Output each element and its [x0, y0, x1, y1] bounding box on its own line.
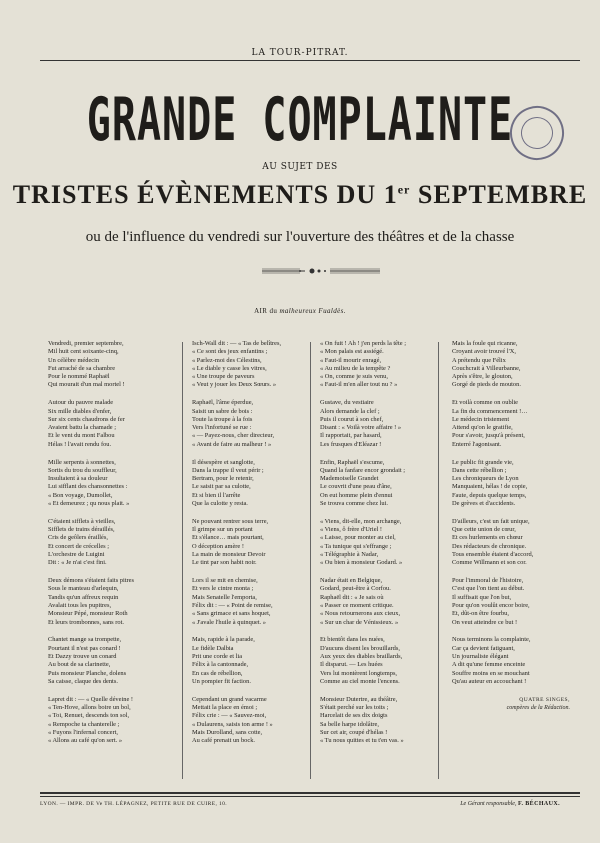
- stanza: [320, 518, 438, 568]
- stanza: [192, 696, 310, 746]
- verse-line: Et voilà comme on oublie: [452, 399, 519, 407]
- tune-line: [0, 307, 600, 315]
- headline-text: TRISTES ÉVÈNEMENTS DU 1: [12, 180, 398, 209]
- verse-line: L'orchestre de Luigini: [48, 551, 105, 559]
- verse-line: « Ten-Hove, allons boire un bol,: [48, 703, 131, 711]
- responsible-manager: [460, 801, 560, 807]
- verse-line: Et s'élance… mais pourtant,: [192, 534, 264, 542]
- signature-title: QUATRE SINGES,: [519, 696, 570, 703]
- verse-line: Autour du pauvre malade: [48, 399, 114, 407]
- verse-line: « Ta tunique qui s'effrange ;: [320, 542, 392, 550]
- verse-line: Tous ensemble étaient d'accord,: [452, 551, 534, 559]
- verse-line: Dans la trappe il veut périr ;: [192, 466, 264, 474]
- verse-line: Mademoiselle Grandet: [320, 475, 379, 483]
- verse-line: Vers l'infortuné se rue :: [192, 424, 252, 432]
- verse-line: O déception amère !: [192, 542, 244, 550]
- verse-line: Ne pouvant rentrer sous terre,: [192, 517, 269, 525]
- verse-line: A prétendu que Félix: [452, 356, 506, 364]
- stanza: [320, 696, 438, 746]
- signature-subtitle: compères de la Rédaction.: [506, 704, 570, 711]
- stanza: [452, 340, 570, 390]
- verse-line: Qu'au auteur en accouchant !: [452, 677, 527, 685]
- verse-line: On eut homme plein d'ennui: [320, 491, 393, 499]
- verse-line: Prit une corde et lia: [192, 653, 243, 660]
- verse-line: Raphaël, l'âme éperdue,: [192, 399, 254, 407]
- verse-line: Lapret dit : — « Quelle déveine !: [48, 695, 134, 703]
- stanza: [48, 340, 166, 390]
- verse-line: Vendredi, premier septembre,: [48, 340, 124, 347]
- verse-line: Félix crie : — « Sauvez-moi,: [192, 712, 267, 720]
- verse-line: Et Dazzy trouve un conard: [48, 653, 117, 660]
- verse-line: Félix à la cantonnade,: [192, 661, 249, 669]
- verse-line: Enfin, Raphaël s'escume,: [320, 458, 385, 466]
- stanza: [452, 636, 570, 686]
- verse-line: Harcelait de ses dix doigts: [320, 712, 388, 720]
- verse-line: Avalait tous les pupitres,: [48, 602, 112, 610]
- verse-line: La fin du commencement !…: [452, 407, 528, 415]
- verse-line: Le public fit grande vie,: [452, 458, 514, 466]
- verse-line: Vers lui montèrent longtemps,: [320, 669, 398, 677]
- verse-line: Se trouva comme chez lui.: [320, 500, 388, 508]
- verse-line: « Allons au café qu'on sert. »: [48, 737, 123, 745]
- verse-line: Raphaël dit : « Je sais où: [320, 593, 384, 601]
- verse-line: Puis monsieur Planche, dolens: [48, 669, 127, 677]
- verse-line: Que la culotte y resta.: [192, 500, 248, 508]
- verse-line: Sa caisse, claque des dents.: [48, 677, 118, 685]
- column-rule-1: [182, 342, 183, 779]
- verse-line: Dit : « Je n'ai c'est fini.: [48, 559, 107, 567]
- verse-line: Qui mourait d'un mal mortel !: [48, 381, 125, 389]
- verse-line: Mais Durolland, sans cotte,: [192, 728, 263, 736]
- verse-line: Et vers le cintre monta ;: [192, 585, 254, 593]
- verse-line: « Le diable y casse les vitres,: [192, 364, 267, 372]
- verse-line: Il suffisait que l'on but,: [452, 593, 512, 601]
- verse-line: « Dulaurens, saisis ton arme ! »: [192, 720, 273, 728]
- subline: ou de l'influence du vendredi sur l'ouverture des théâtres et de la chasse: [85, 229, 515, 245]
- verse-line: Faute, depuis quelque temps,: [452, 491, 527, 499]
- tune-name: malheureux Fualdès.: [279, 307, 346, 315]
- verse-line: Félix dit : — « Point de remise,: [192, 602, 273, 610]
- verse-line: « Fuyons l'infernal concert,: [48, 728, 119, 736]
- verse-line: « Télégraphie à Nadar,: [320, 551, 379, 559]
- verse-line: « Avant de faire au malheur ! »: [192, 440, 272, 448]
- verse-line: Toute la troupe à la fois: [192, 415, 253, 423]
- verse-line: Un journaliste élégant: [452, 653, 509, 660]
- verse-line: C'étaient sifflets à vieilles,: [48, 517, 116, 525]
- verse-line: Lors il se mit en chemise,: [192, 577, 258, 585]
- verse-line: « Viens, dit-elle, mon archange,: [320, 517, 402, 525]
- printer-imprint: LYON. — IMPR. DE Ve TH. LÉPAGNEZ, PETITE RUE DE CUIRE, 10.: [40, 801, 228, 807]
- verse-line: « Laisse, pour monter au ciel,: [320, 534, 396, 542]
- stanza: [192, 518, 310, 568]
- verse-line: Nadar était en Belgique,: [320, 577, 383, 585]
- stanza: [192, 577, 310, 627]
- stanza: [452, 577, 570, 627]
- verse-line: « Ou bien à monsieur Godard. »: [320, 559, 403, 567]
- verse-line: Sifflets de trains déraillés,: [48, 526, 115, 534]
- main-title: GRANDE COMPLAINTE: [86, 86, 514, 155]
- verse-line: Avaient battu la chamade ;: [48, 424, 117, 432]
- verse-line: Le tint par son habit noir.: [192, 559, 257, 567]
- verse-line: On veut atteindre ce but !: [452, 618, 518, 626]
- verse-line: « Rempoche ta chanterelle ;: [48, 720, 120, 728]
- verse-line: Comme Willmann et son cor.: [452, 559, 527, 567]
- verse-line: Lui sifflant des chansonnettes :: [48, 483, 128, 491]
- poem-column-4: [452, 340, 570, 712]
- verse-line: Gustave, du vestiaire: [320, 399, 374, 407]
- column-rule-3: [438, 342, 439, 779]
- verse-line: « Sur un char de Vénissieux. »: [320, 618, 399, 626]
- verse-line: Car ça devient fatiguant,: [452, 644, 515, 652]
- verse-line: Saisit un sabre de bois :: [192, 407, 253, 415]
- verse-line: Que cette union de cœur,: [452, 526, 516, 534]
- verse-line: S'était perché sur les toits ;: [320, 703, 389, 711]
- stanza: [452, 459, 570, 509]
- verse-line: Et, dût-on être fourbu,: [452, 610, 509, 618]
- verse-line: Sous le manteau d'arlequin,: [48, 585, 119, 593]
- verse-line: Puis il courut à son chef,: [320, 415, 384, 423]
- verse-line: C'est que l'on tient au début.: [452, 585, 525, 593]
- stanza: [48, 696, 166, 746]
- stanza: [320, 340, 438, 390]
- verse-line: Le fidèle Dalbia: [192, 644, 234, 652]
- verse-line: « — Payez-nous, cher directeur,: [192, 432, 275, 440]
- verse-line: Cependant un grand vacarme: [192, 695, 267, 703]
- stanza: [192, 399, 310, 449]
- verse-line: « Toi, Renuet, descends ton sol,: [48, 712, 130, 720]
- ornament-divider-icon: [0, 266, 600, 276]
- verse-line: « Parlez-moi des Célestins,: [192, 356, 262, 364]
- verse-line: Tandis qu'un affreux requin: [48, 593, 119, 601]
- verse-line: « Faut-il mourir enragé,: [320, 356, 382, 364]
- verse-line: Insultaient à sa douleur: [48, 475, 108, 483]
- verse-line: Isch-Wall dit : — « Tas de belîtres,: [192, 340, 282, 347]
- publication-name: LA TOUR-PITRAT.: [251, 48, 349, 58]
- verse-line: Le médecin tristement: [452, 415, 510, 423]
- headline-end: SEPTEMBRE: [410, 180, 588, 209]
- verse-line: Nous terminons la complainte,: [452, 636, 531, 644]
- verse-line: « Passer ce moment critique.: [320, 602, 394, 610]
- verse-line: « Nous retournerons aux cieux,: [320, 610, 401, 618]
- verse-line: Et le vent du mont Falbou: [48, 432, 115, 440]
- verse-line: Il rapportait, par hasard,: [320, 432, 382, 440]
- verse-line: Attend qu'on le gratifie,: [452, 424, 513, 432]
- verse-line: Pour l'immoral de l'histoire,: [452, 577, 524, 585]
- verse-line: Le couvrit d'une peau d'âne,: [320, 483, 392, 491]
- verse-line: Pour s'avoir, jusqu'à présent,: [452, 432, 525, 440]
- stanza: [320, 577, 438, 627]
- verse-line: Et concert de crécelles ;: [48, 542, 110, 550]
- verse-line: « Veut y jouer les Deux Sœurs. »: [192, 381, 277, 389]
- stanza: [320, 636, 438, 686]
- stanza: [320, 459, 438, 509]
- verse-line: Sur six cents chaudrons de fer: [48, 415, 125, 423]
- verse-line: Deux démons s'étaient faits pitres: [48, 577, 134, 585]
- verse-line: Mille serpents à sonnettes,: [48, 458, 116, 466]
- gerant-name: F. BÉCHAUX.: [517, 801, 560, 807]
- verse-line: Il désespère et sanglotte,: [192, 458, 255, 466]
- stanza: [48, 459, 166, 509]
- verse-line: Il disparut. — Les huées: [320, 661, 383, 669]
- verse-line: Mais, rapide à la parade,: [192, 636, 255, 644]
- verse-line: Pour qu'on voulût encor boire,: [452, 602, 530, 610]
- verse-line: « On, comme je suis venu,: [320, 373, 388, 381]
- verse-line: Aux yeux des diables braillards,: [320, 653, 403, 660]
- verse-line: Sur cet air, coupé d'hélas !: [320, 728, 388, 736]
- stanza: [192, 459, 310, 509]
- stanza: [48, 577, 166, 627]
- verse-line: « Viens, ô frère d'Uriel !: [320, 526, 383, 534]
- verse-line: Pour le nommé Raphaël: [48, 373, 110, 381]
- verse-line: Les chroniqueurs de Lyon: [452, 475, 519, 483]
- verse-line: Le saisit par sa culotte,: [192, 483, 251, 491]
- stanza: [48, 518, 166, 568]
- verse-line: Sa belle harpe idolâtre,: [320, 720, 379, 728]
- verse-line: Enterré l'agonisant.: [452, 440, 502, 448]
- verse-line: Cris de geôlers éraillés,: [48, 534, 108, 542]
- verse-line: Sortis du trou du souffleur,: [48, 466, 117, 474]
- verse-line: Monsieur Dutertre, au théâtre,: [320, 695, 398, 703]
- verse-line: « Sans grimace et sans hoquet,: [192, 610, 271, 618]
- verse-line: « Ce sont des jeux enfantins ;: [192, 348, 268, 356]
- headline: [0, 180, 600, 210]
- top-rule: [40, 60, 580, 61]
- verse-line: A dit qu'une femme enceinte: [452, 661, 526, 669]
- verse-line: De grèves et d'accidents.: [452, 500, 516, 508]
- verse-line: La main de monsieur Devoir: [192, 551, 266, 559]
- verse-line: Mais la foule qui ricanne,: [452, 340, 518, 347]
- tune-prefix: AIR du: [254, 307, 280, 315]
- verse-line: D'aucuns disent les brouillards,: [320, 644, 400, 652]
- verse-line: Dans cette rébellion ;: [452, 466, 507, 474]
- verse-line: « Tu nous quittes et tu t'en vas. »: [320, 737, 404, 745]
- poem-column-1: [48, 340, 166, 755]
- signature: [452, 696, 570, 713]
- column-rule-2: [310, 342, 311, 779]
- verse-line: Pourtant il n'est pas conard !: [48, 644, 121, 652]
- verse-line: Six mille diables d'enfer,: [48, 407, 112, 415]
- title-pre: AU SUJET DES: [262, 162, 338, 172]
- verse-line: Au bout de sa clarinette,: [48, 661, 111, 669]
- verse-line: Au café prenait un bock.: [192, 737, 255, 745]
- verse-line: Manquaient, hélas ! de copie,: [452, 483, 528, 491]
- verse-line: « J'avale l'huile à quinquet. »: [192, 618, 267, 626]
- verse-line: Fut arraché de sa chambre: [48, 364, 116, 372]
- verse-line: Souffre moins en se mouchant: [452, 669, 530, 677]
- verse-line: Des rédacteurs de chronique.: [452, 542, 527, 550]
- stanza: [192, 636, 310, 686]
- verse-line: Il grimpe sur un portant: [192, 526, 253, 534]
- verse-line: Bertram, pour le retenir,: [192, 475, 254, 483]
- verse-line: « Une troupe de paveurs: [192, 373, 255, 381]
- poem-column-3: [320, 340, 438, 755]
- verse-line: Disant : « Voilà votre affaire ! »: [320, 424, 402, 432]
- verse-line: Quand la fanfare encor grondait ;: [320, 466, 405, 474]
- verse-line: « Et demeurez ; qu nous plait. »: [48, 500, 130, 508]
- verse-line: « On fuit ! Ah ! j'en perds la tête ;: [320, 340, 406, 347]
- verse-line: Gorgé de pieds de mouton.: [452, 381, 521, 389]
- stamp-inner-ring: [517, 113, 557, 153]
- verse-line: Les frusques d'Eléazar !: [320, 440, 382, 448]
- verse-line: Et bientôt dans les nuées,: [320, 636, 385, 644]
- stanza: [48, 399, 166, 449]
- verse-line: Mais Senatelle l'emporta,: [192, 593, 257, 601]
- verse-line: Mil huit cent soixante-cinq,: [48, 348, 119, 356]
- verse-line: Chantet mange sa trompette,: [48, 636, 122, 644]
- verse-line: Godard, peut-être à Corfou.: [320, 585, 391, 593]
- stanza: [452, 518, 570, 568]
- verse-line: En cas de rébellion,: [192, 669, 243, 677]
- verse-line: Un célèbre médecin: [48, 356, 100, 364]
- verse-line: Comme au ciel monte l'encens.: [320, 677, 400, 685]
- verse-line: Et si bien il l'arrête: [192, 491, 241, 499]
- verse-line: Couchcrait à Villeurbanne,: [452, 364, 521, 372]
- verse-line: D'ailleurs, c'est un fait unique,: [452, 517, 530, 525]
- verse-line: Et leurs trombonnes, sans rot.: [48, 618, 124, 626]
- verse-line: Croyant avoir trouvé l'X,: [452, 348, 516, 356]
- verse-line: Monsieur Pépé, monsieur Roth: [48, 610, 128, 618]
- stanza: [192, 340, 310, 390]
- bottom-rule-thin: [40, 796, 580, 797]
- verse-line: Un pompier fit faction.: [192, 677, 251, 685]
- verse-line: Hélas ! l'avait rendu fou.: [48, 440, 112, 448]
- stanza: [48, 636, 166, 686]
- verse-line: Mettait la place en émoi ;: [192, 703, 258, 711]
- verse-line: Après s'être, le glouton,: [452, 373, 513, 381]
- poem-column-2: [192, 340, 310, 755]
- verse-line: « Mon palais est assiégé.: [320, 348, 384, 356]
- gerant-label: Le Gérant responsable,: [460, 801, 517, 807]
- verse-line: Alors demande la clef ;: [320, 407, 380, 415]
- bottom-rule-thick: [40, 792, 580, 794]
- headline-sup: er: [397, 182, 411, 197]
- verse-line: Et ces hurlements en chœur: [452, 534, 523, 542]
- stanza: [452, 399, 570, 449]
- verse-line: « Au milieu de la tempête ?: [320, 364, 391, 372]
- stanza: [320, 399, 438, 449]
- verse-line: « Bon voyage, Dumollet,: [48, 491, 113, 499]
- verse-line: « Faut-il m'en aller tout nu ? »: [320, 381, 398, 389]
